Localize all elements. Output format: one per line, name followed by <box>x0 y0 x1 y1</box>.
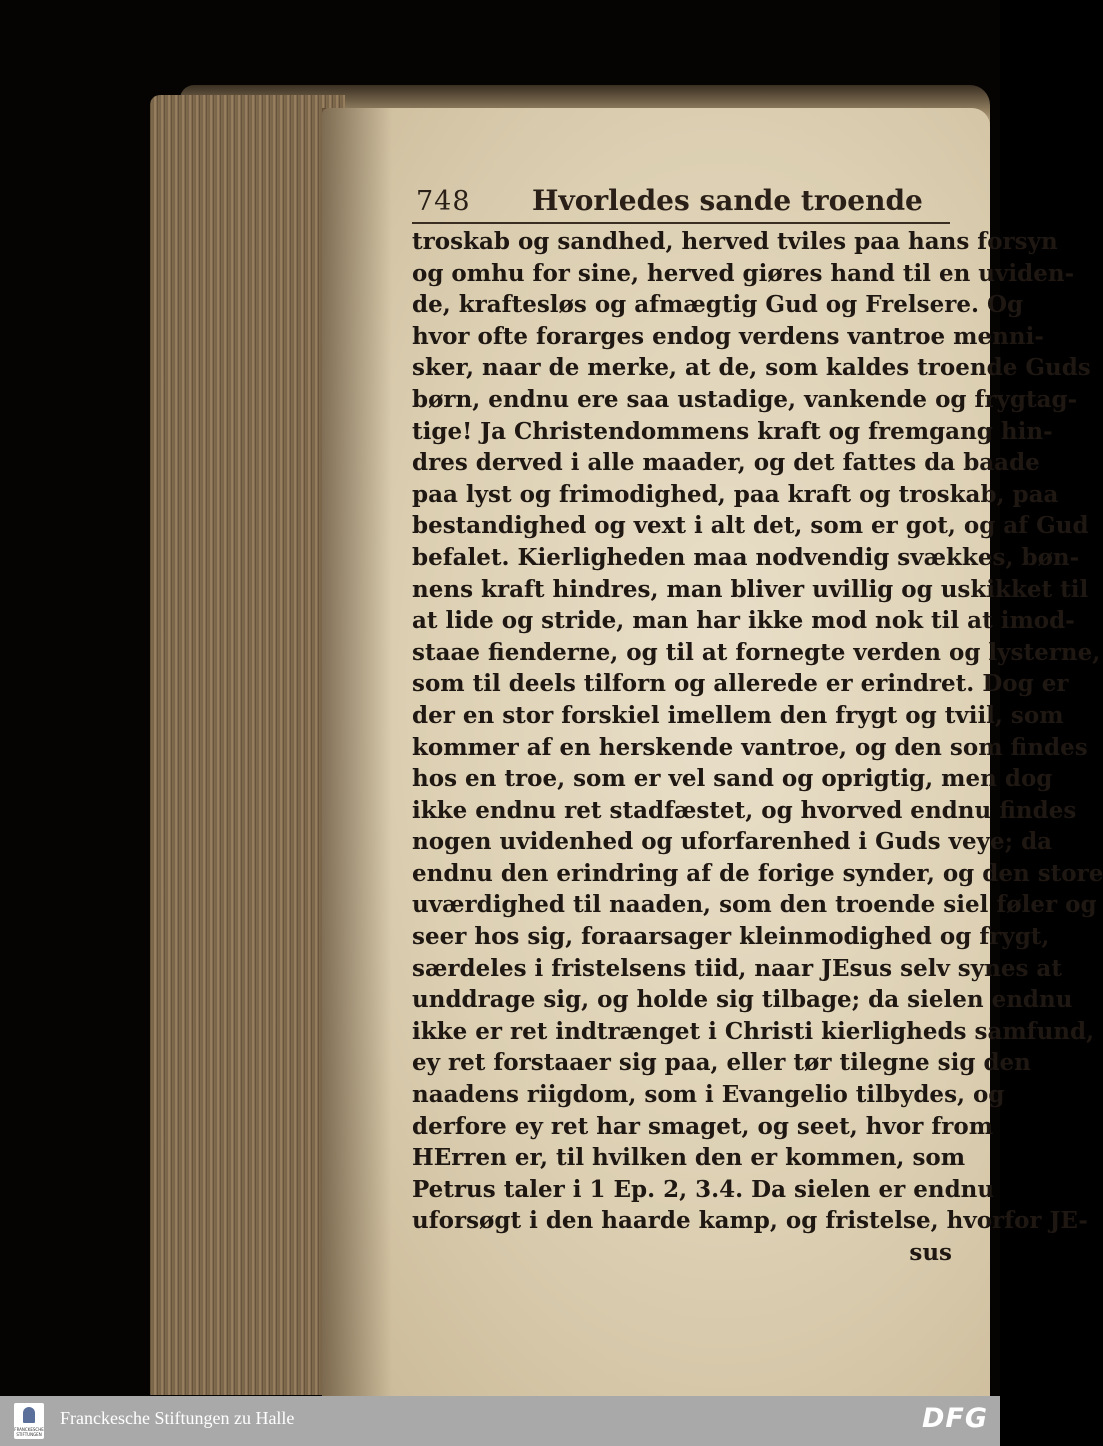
building-icon <box>23 1407 35 1423</box>
text-line: de, kraftesløs og afmægtig Gud og Frelsere. Og <box>412 291 1024 319</box>
text-line: staae fienderne, og til at fornegte verden og lysterne, <box>412 638 1101 666</box>
text-line: endnu den erindring af de forige synder, og den store <box>412 859 1103 887</box>
dfg-logo[interactable]: DFG <box>921 1403 988 1434</box>
body-text <box>412 226 1103 1269</box>
text-line: dres derved i alle maader, og det fattes da baade <box>412 449 1040 477</box>
text-line: som til deels tilforn og allerede er erindret. Dog er <box>412 670 1069 698</box>
text-line: der en stor forskiel imellem den frygt og tviil, som <box>412 701 1064 729</box>
text-line: nens kraft hindres, man bliver uvillig og uskikket til <box>412 575 1089 603</box>
text-line: derfore ey ret har smaget, og seet, hvor from <box>412 1112 994 1140</box>
text-line: børn, endnu ere saa ustadige, vankende og frygtag- <box>412 385 1078 413</box>
text-line: hvor ofte forarges endog verdens vantroe menni- <box>412 322 1044 350</box>
text-line: naadens riigdom, som i Evangelio tilbydes, og <box>412 1081 1005 1109</box>
text-line: sker, naar de merke, at de, som kaldes troende Guds <box>412 354 1091 382</box>
book-page-edges <box>150 95 345 1395</box>
institution-name[interactable]: Franckesche Stiftungen zu Halle <box>60 1408 295 1428</box>
text-line: Petrus taler i 1 Ep. 2, 3.4. Da sielen er endnu <box>412 1175 995 1203</box>
text-line: at lide og stride, man har ikke mod nok til at imod- <box>412 607 1075 635</box>
catchword: sus <box>909 1239 952 1266</box>
page-number: 748 <box>416 186 471 217</box>
footer-bar <box>0 1396 1000 1446</box>
text-line: troskab og sandhed, herved tviles paa hans forsyn <box>412 228 1058 255</box>
text-line: bestandighed og vext i alt det, som er got, og af Gud <box>412 512 1089 540</box>
text-line: nogen uvidenhed og uforfarenhed i Guds veye; da <box>412 828 1053 856</box>
text-line: befalet. Kierligheden maa nodvendig svækkes, bøn- <box>412 543 1080 571</box>
text-line: unddrage sig, og holde sig tilbage; da sielen endnu <box>412 986 1073 1014</box>
header-rule <box>412 222 950 224</box>
text-line: og omhu for sine, herved giøres hand til en uviden- <box>412 259 1075 287</box>
gutter-shadow <box>322 108 392 1396</box>
text-line: ikke er ret indtrænget i Christi kierligheds samfund, <box>412 1017 1095 1045</box>
text-line: paa lyst og frimodighed, paa kraft og troskab, paa <box>412 480 1059 508</box>
running-title: Hvorledes sande troende <box>532 184 923 217</box>
logo-text: FRANCKESCHE STIFTUNGEN <box>14 1427 44 1437</box>
franckesche-logo[interactable] <box>14 1403 44 1439</box>
text-line: ikke endnu ret stadfæstet, og hvorved endnu findes <box>412 796 1077 824</box>
text-line: uforsøgt i den haarde kamp, og fristelse, hvorfor JE- <box>412 1207 1088 1235</box>
text-line: hos en troe, som er vel sand og oprigtig, men dog <box>412 765 1053 793</box>
text-line: seer hos sig, foraarsager kleinmodighed og frygt, <box>412 923 1050 951</box>
text-line: uværdighed til naaden, som den troende siel føler og <box>412 891 1097 919</box>
text-line: HErren er, til hvilken den er kommen, som <box>412 1144 966 1172</box>
text-line: ey ret forstaaer sig paa, eller tør tilegne sig den <box>412 1049 1031 1077</box>
page-header <box>412 182 952 224</box>
text-line: kommer af en herskende vantroe, og den som findes <box>412 733 1088 761</box>
text-line: særdeles i fristelsens tiid, naar JEsus selv synes at <box>412 954 1062 982</box>
text-line: tige! Ja Christendommens kraft og fremgang hin- <box>412 417 1053 445</box>
